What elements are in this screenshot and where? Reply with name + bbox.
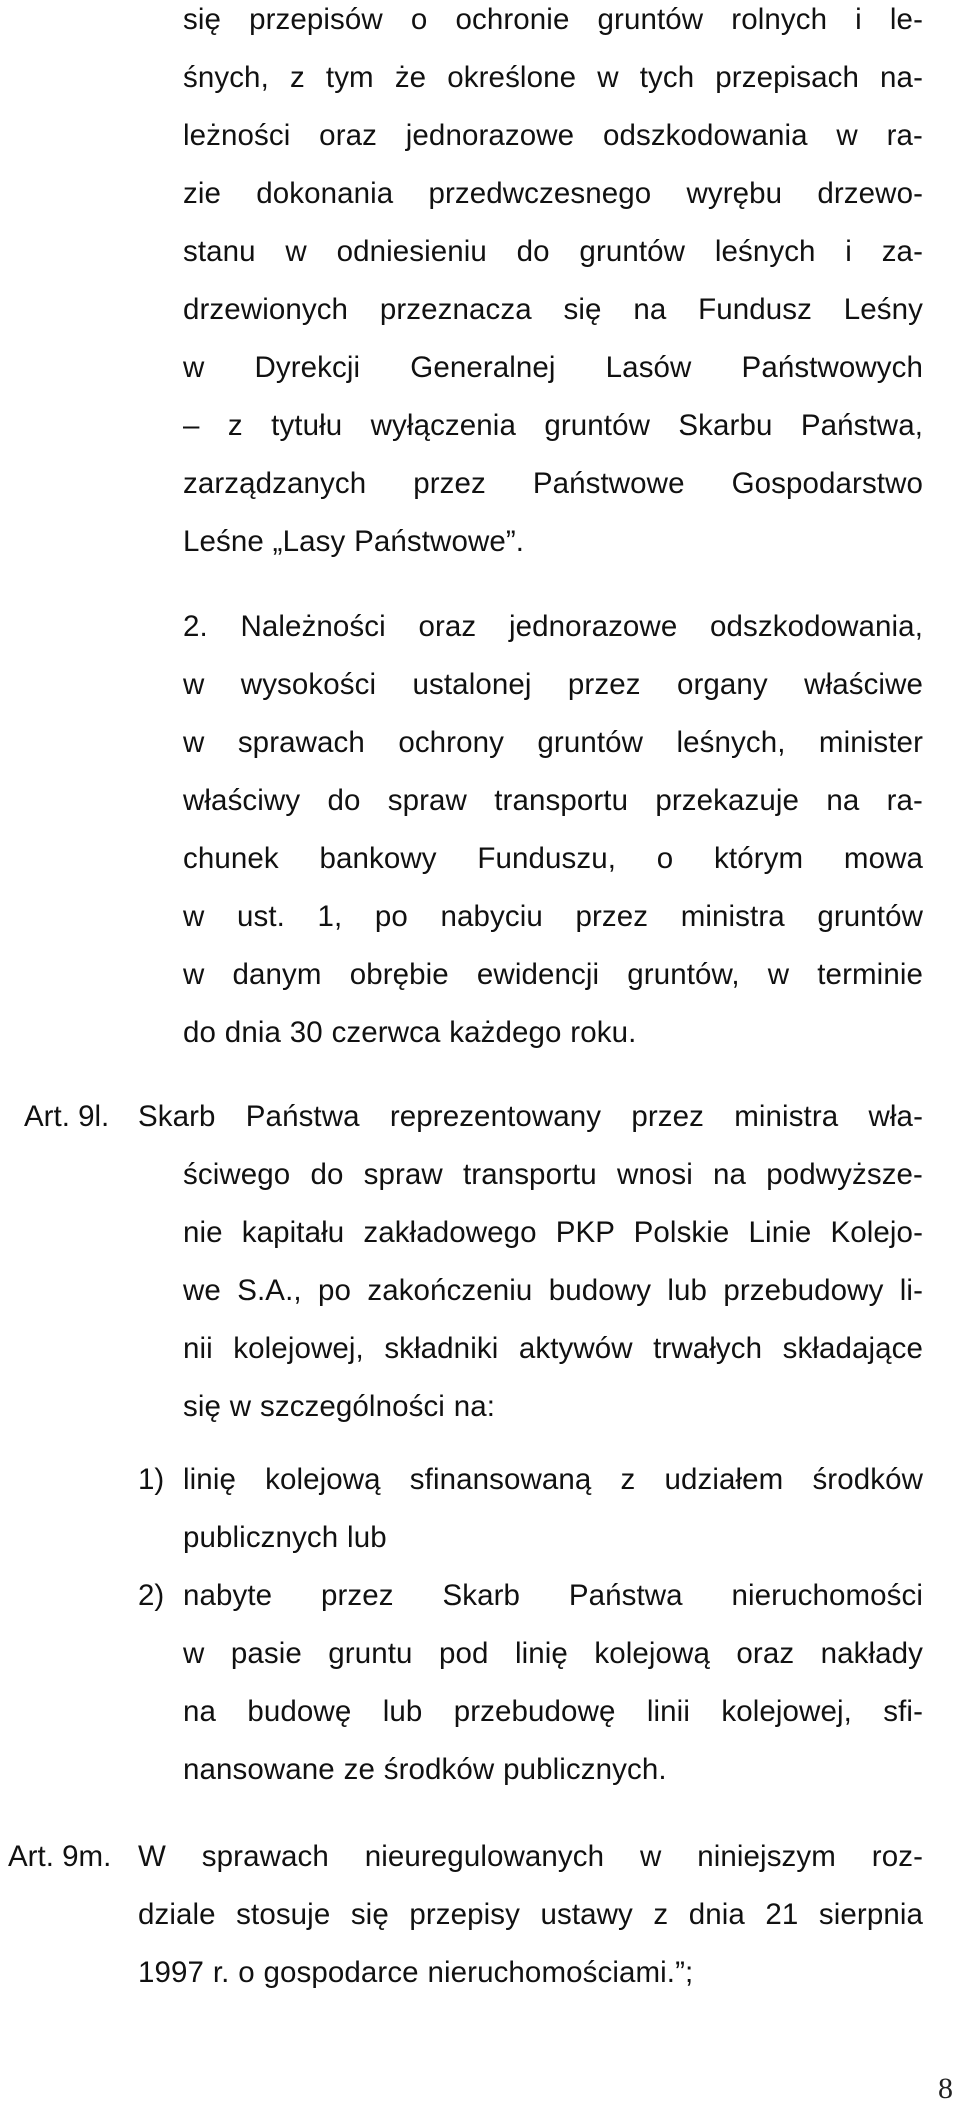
text-line: zie dokonania przedwczesnego wyrębu drzewo- <box>183 177 923 210</box>
list-item-number: 1) <box>138 1463 165 1496</box>
text-line: ściwego do spraw transportu wnosi na podwyższe- <box>183 1158 923 1191</box>
text-line: 2. Należności oraz jednorazowe odszkodowania, <box>183 610 923 643</box>
text-line: 1997 r. o gospodarce nieruchomościami.”; <box>138 1956 694 1989</box>
text-line: nii kolejowej, składniki aktywów trwałych składające <box>183 1332 923 1365</box>
text-line: W sprawach nieuregulowanych w niniejszym roz- <box>138 1840 923 1873</box>
text-line: nie kapitału zakładowego PKP Polskie Linie Kolejo- <box>183 1216 923 1249</box>
text-line: do dnia 30 czerwca każdego roku. <box>183 1016 637 1049</box>
text-line: w sprawach ochrony gruntów leśnych, minister <box>183 726 923 759</box>
text-line: się w szczególności na: <box>183 1390 496 1423</box>
text-line: w pasie gruntu pod linię kolejową oraz nakłady <box>183 1637 923 1670</box>
text-line: w wysokości ustalonej przez organy właściwe <box>183 668 923 701</box>
text-line: drzewionych przeznacza się na Fundusz Leśny <box>183 293 923 326</box>
text-line: zarządzanych przez Państwowe Gospodarstwo <box>183 467 923 500</box>
text-line: w danym obrębie ewidencji gruntów, w terminie <box>183 958 923 991</box>
text-line: w ust. 1, po nabyciu przez ministra gruntów <box>183 900 923 933</box>
text-line: w Dyrekcji Generalnej Lasów Państwowych <box>183 351 923 384</box>
article-label: Art. 9m. <box>8 1840 112 1873</box>
text-line: nansowane ze środków publicznych. <box>183 1753 667 1786</box>
text-line: na budowę lub przebudowę linii kolejowej, sfi- <box>183 1695 923 1728</box>
text-line: stanu w odniesieniu do gruntów leśnych i za- <box>183 235 923 268</box>
text-line: Leśne „Lasy Państwowe”. <box>183 525 525 558</box>
text-line: właściwy do spraw transportu przekazuje na ra- <box>183 784 923 817</box>
article-label: Art. 9l. <box>24 1100 110 1133</box>
page-number: 8 <box>938 2072 953 2105</box>
text-line: Skarb Państwa reprezentowany przez ministra wła- <box>138 1100 923 1133</box>
list-item-number: 2) <box>138 1579 165 1612</box>
text-line: nabyte przez Skarb Państwa nieruchomości <box>183 1579 923 1612</box>
text-line: we S.A., po zakończeniu budowy lub przebudowy li- <box>183 1274 923 1307</box>
text-line: linię kolejową sfinansowaną z udziałem środków <box>183 1463 923 1496</box>
text-line: – z tytułu wyłączenia gruntów Skarbu Państwa, <box>183 409 923 442</box>
text-line: publicznych lub <box>183 1521 387 1554</box>
text-line: chunek bankowy Funduszu, o którym mowa <box>183 842 923 875</box>
text-line: leżności oraz jednorazowe odszkodowania w ra- <box>183 119 923 152</box>
text-line: się przepisów o ochronie gruntów rolnych i le- <box>183 3 923 36</box>
text-line: dziale stosuje się przepisy ustawy z dnia 21 sierpnia <box>138 1898 923 1931</box>
text-line: śnych, z tym że określone w tych przepisach na- <box>183 61 923 94</box>
